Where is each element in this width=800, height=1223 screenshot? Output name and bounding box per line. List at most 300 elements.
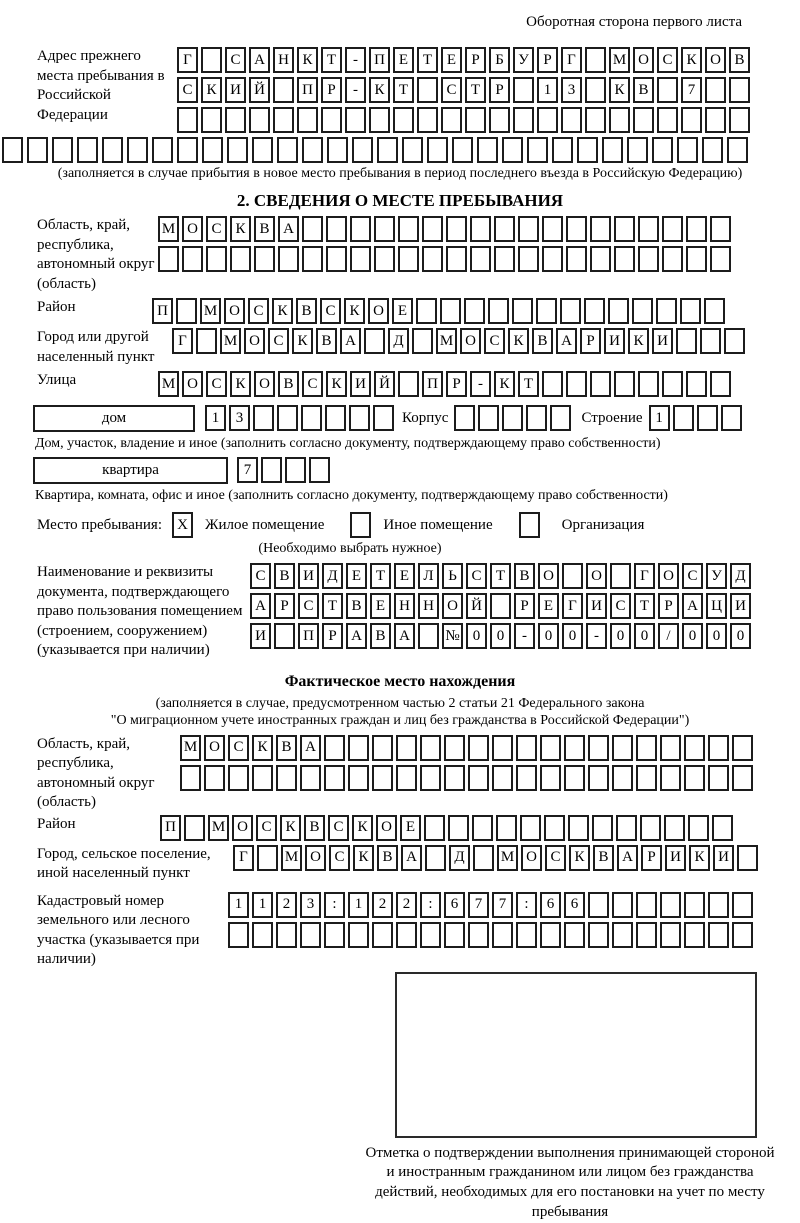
char-cell[interactable]	[478, 405, 499, 431]
char-cell[interactable]	[249, 107, 270, 133]
char-cell[interactable]: Т	[321, 47, 342, 73]
char-cell[interactable]	[2, 137, 23, 163]
char-cell[interactable]: 1	[205, 405, 226, 431]
char-cell[interactable]: 0	[490, 623, 511, 649]
char-cell[interactable]: И	[225, 77, 246, 103]
char-cell[interactable]: Е	[393, 47, 414, 73]
char-cell[interactable]: -	[586, 623, 607, 649]
char-cell[interactable]: П	[422, 371, 443, 397]
char-cell[interactable]	[352, 137, 373, 163]
char-cell[interactable]	[374, 246, 395, 272]
char-cell[interactable]: Н	[418, 593, 439, 619]
char-cell[interactable]	[302, 216, 323, 242]
char-cell[interactable]: К	[292, 328, 313, 354]
char-cell[interactable]	[300, 765, 321, 791]
char-cell[interactable]	[502, 405, 523, 431]
char-cell[interactable]: 0	[610, 623, 631, 649]
char-cell[interactable]	[697, 405, 718, 431]
char-cell[interactable]	[274, 623, 295, 649]
stay-other-premises-checkbox[interactable]	[350, 512, 371, 538]
char-cell[interactable]	[427, 137, 448, 163]
char-cell[interactable]	[732, 922, 753, 948]
char-cell[interactable]	[702, 137, 723, 163]
char-cell[interactable]	[664, 815, 685, 841]
char-cell[interactable]	[472, 815, 493, 841]
char-cell[interactable]	[588, 892, 609, 918]
char-cell[interactable]	[324, 735, 345, 761]
char-cell[interactable]	[550, 405, 571, 431]
char-cell[interactable]	[638, 216, 659, 242]
char-cell[interactable]	[396, 765, 417, 791]
char-cell[interactable]: Б	[489, 47, 510, 73]
char-cell[interactable]	[676, 328, 697, 354]
char-cell[interactable]: -	[345, 77, 366, 103]
char-cell[interactable]: А	[340, 328, 361, 354]
char-cell[interactable]: В	[514, 563, 535, 589]
char-cell[interactable]	[324, 922, 345, 948]
char-cell[interactable]: О	[586, 563, 607, 589]
char-cell[interactable]: М	[208, 815, 229, 841]
char-cell[interactable]	[686, 246, 707, 272]
char-cell[interactable]	[638, 371, 659, 397]
char-cell[interactable]	[657, 77, 678, 103]
char-cell[interactable]	[252, 137, 273, 163]
char-cell[interactable]: -	[514, 623, 535, 649]
char-cell[interactable]	[516, 922, 537, 948]
char-cell[interactable]	[684, 892, 705, 918]
char-cell[interactable]	[708, 922, 729, 948]
char-cell[interactable]	[321, 107, 342, 133]
char-cell[interactable]: 1	[228, 892, 249, 918]
char-cell[interactable]	[660, 922, 681, 948]
char-cell[interactable]	[542, 371, 563, 397]
char-cell[interactable]	[350, 512, 371, 538]
char-cell[interactable]: С	[545, 845, 566, 871]
char-cell[interactable]: Е	[538, 593, 559, 619]
char-cell[interactable]: С	[206, 216, 227, 242]
char-cell[interactable]	[372, 922, 393, 948]
char-cell[interactable]	[592, 815, 613, 841]
char-cell[interactable]	[327, 137, 348, 163]
char-cell[interactable]: С	[610, 593, 631, 619]
char-cell[interactable]	[228, 765, 249, 791]
char-cell[interactable]: О	[305, 845, 326, 871]
char-cell[interactable]	[636, 922, 657, 948]
char-cell[interactable]	[526, 405, 547, 431]
char-cell[interactable]	[564, 765, 585, 791]
char-cell[interactable]	[417, 107, 438, 133]
char-cell[interactable]	[660, 735, 681, 761]
char-cell[interactable]	[369, 107, 390, 133]
char-cell[interactable]: М	[180, 735, 201, 761]
char-cell[interactable]	[520, 815, 541, 841]
char-cell[interactable]	[518, 246, 539, 272]
char-cell[interactable]	[684, 735, 705, 761]
char-cell[interactable]: 0	[706, 623, 727, 649]
char-cell[interactable]	[444, 765, 465, 791]
char-cell[interactable]: С	[268, 328, 289, 354]
char-cell[interactable]	[273, 107, 294, 133]
char-cell[interactable]: К	[494, 371, 515, 397]
char-cell[interactable]	[684, 765, 705, 791]
char-cell[interactable]	[350, 246, 371, 272]
char-cell[interactable]: В	[729, 47, 750, 73]
char-cell[interactable]: А	[346, 623, 367, 649]
char-cell[interactable]	[712, 815, 733, 841]
char-cell[interactable]	[585, 107, 606, 133]
char-cell[interactable]	[396, 735, 417, 761]
char-cell[interactable]	[325, 405, 346, 431]
char-cell[interactable]: В	[316, 328, 337, 354]
char-cell[interactable]	[681, 107, 702, 133]
char-cell[interactable]: Г	[172, 328, 193, 354]
char-cell[interactable]	[227, 137, 248, 163]
char-cell[interactable]	[468, 765, 489, 791]
char-cell[interactable]: 0	[634, 623, 655, 649]
stay-organization-checkbox[interactable]	[519, 512, 540, 538]
char-cell[interactable]	[610, 563, 631, 589]
char-cell[interactable]: К	[628, 328, 649, 354]
char-cell[interactable]	[441, 107, 462, 133]
char-cell[interactable]	[464, 298, 485, 324]
char-cell[interactable]: В	[370, 623, 391, 649]
char-cell[interactable]	[420, 765, 441, 791]
char-cell[interactable]: С	[682, 563, 703, 589]
stay-residential-checkbox[interactable]	[172, 512, 193, 538]
char-cell[interactable]	[602, 137, 623, 163]
char-cell[interactable]: П	[369, 47, 390, 73]
char-cell[interactable]: С	[248, 298, 269, 324]
char-cell[interactable]: 6	[564, 892, 585, 918]
char-cell[interactable]: -	[470, 371, 491, 397]
char-cell[interactable]	[301, 405, 322, 431]
char-cell[interactable]: Е	[392, 298, 413, 324]
char-cell[interactable]: Р	[537, 47, 558, 73]
char-cell[interactable]	[540, 765, 561, 791]
char-cell[interactable]	[614, 216, 635, 242]
char-cell[interactable]	[152, 137, 173, 163]
char-cell[interactable]	[202, 137, 223, 163]
char-cell[interactable]	[297, 107, 318, 133]
char-cell[interactable]: И	[730, 593, 751, 619]
char-cell[interactable]	[708, 765, 729, 791]
char-cell[interactable]	[705, 107, 726, 133]
char-cell[interactable]: 2	[372, 892, 393, 918]
char-cell[interactable]	[184, 815, 205, 841]
char-cell[interactable]: 1	[252, 892, 273, 918]
char-cell[interactable]: К	[508, 328, 529, 354]
char-cell[interactable]	[688, 815, 709, 841]
char-cell[interactable]: М	[158, 216, 179, 242]
char-cell[interactable]	[588, 922, 609, 948]
char-cell[interactable]	[373, 405, 394, 431]
char-cell[interactable]: О	[368, 298, 389, 324]
char-cell[interactable]: Д	[449, 845, 470, 871]
char-cell[interactable]: С	[328, 815, 349, 841]
char-cell[interactable]	[302, 246, 323, 272]
char-cell[interactable]: К	[280, 815, 301, 841]
char-cell[interactable]	[494, 216, 515, 242]
char-cell[interactable]: 1	[537, 77, 558, 103]
char-cell[interactable]: К	[201, 77, 222, 103]
char-cell[interactable]	[704, 298, 725, 324]
char-cell[interactable]: В	[274, 563, 295, 589]
char-cell[interactable]	[518, 216, 539, 242]
char-cell[interactable]: 6	[540, 892, 561, 918]
char-cell[interactable]: О	[244, 328, 265, 354]
char-cell[interactable]	[566, 216, 587, 242]
char-cell[interactable]: П	[297, 77, 318, 103]
char-cell[interactable]: С	[298, 593, 319, 619]
char-cell[interactable]	[632, 298, 653, 324]
char-cell[interactable]: В	[633, 77, 654, 103]
char-cell[interactable]	[454, 405, 475, 431]
char-cell[interactable]: В	[377, 845, 398, 871]
char-cell[interactable]: Г	[177, 47, 198, 73]
char-cell[interactable]: Р	[580, 328, 601, 354]
char-cell[interactable]	[566, 246, 587, 272]
char-cell[interactable]	[638, 246, 659, 272]
char-cell[interactable]: Г	[233, 845, 254, 871]
char-cell[interactable]: №	[442, 623, 463, 649]
char-cell[interactable]	[180, 765, 201, 791]
char-cell[interactable]: Д	[322, 563, 343, 589]
char-cell[interactable]: Е	[394, 563, 415, 589]
char-cell[interactable]	[564, 922, 585, 948]
char-cell[interactable]: И	[652, 328, 673, 354]
char-cell[interactable]	[660, 892, 681, 918]
char-cell[interactable]: В	[532, 328, 553, 354]
char-cell[interactable]: О	[658, 563, 679, 589]
char-cell[interactable]	[201, 47, 222, 73]
char-cell[interactable]: М	[158, 371, 179, 397]
char-cell[interactable]	[422, 216, 443, 242]
char-cell[interactable]: Д	[730, 563, 751, 589]
char-cell[interactable]	[273, 77, 294, 103]
char-cell[interactable]: Н	[273, 47, 294, 73]
char-cell[interactable]	[585, 47, 606, 73]
char-cell[interactable]	[393, 107, 414, 133]
char-cell[interactable]: X	[172, 512, 193, 538]
char-cell[interactable]: К	[272, 298, 293, 324]
char-cell[interactable]	[708, 735, 729, 761]
char-cell[interactable]	[588, 735, 609, 761]
char-cell[interactable]	[127, 137, 148, 163]
char-cell[interactable]	[444, 922, 465, 948]
char-cell[interactable]: 2	[276, 892, 297, 918]
char-cell[interactable]: Т	[465, 77, 486, 103]
char-cell[interactable]	[254, 246, 275, 272]
char-cell[interactable]: О	[460, 328, 481, 354]
char-cell[interactable]: Е	[370, 593, 391, 619]
char-cell[interactable]: А	[249, 47, 270, 73]
char-cell[interactable]	[416, 298, 437, 324]
char-cell[interactable]	[536, 298, 557, 324]
char-cell[interactable]	[636, 735, 657, 761]
char-cell[interactable]: А	[394, 623, 415, 649]
char-cell[interactable]	[374, 216, 395, 242]
char-cell[interactable]	[614, 371, 635, 397]
char-cell[interactable]: О	[376, 815, 397, 841]
char-cell[interactable]	[252, 922, 273, 948]
char-cell[interactable]	[396, 922, 417, 948]
char-cell[interactable]: О	[254, 371, 275, 397]
char-cell[interactable]: К	[609, 77, 630, 103]
char-cell[interactable]: 7	[681, 77, 702, 103]
char-cell[interactable]	[627, 137, 648, 163]
char-cell[interactable]: И	[586, 593, 607, 619]
char-cell[interactable]	[253, 405, 274, 431]
char-cell[interactable]: М	[200, 298, 221, 324]
char-cell[interactable]: -	[345, 47, 366, 73]
char-cell[interactable]	[710, 216, 731, 242]
char-cell[interactable]: Т	[417, 47, 438, 73]
char-cell[interactable]: М	[436, 328, 457, 354]
char-cell[interactable]: Г	[561, 47, 582, 73]
char-cell[interactable]	[278, 246, 299, 272]
char-cell[interactable]: О	[224, 298, 245, 324]
char-cell[interactable]	[302, 137, 323, 163]
char-cell[interactable]	[377, 137, 398, 163]
char-cell[interactable]	[277, 405, 298, 431]
char-cell[interactable]: Д	[388, 328, 409, 354]
char-cell[interactable]	[614, 246, 635, 272]
char-cell[interactable]	[465, 107, 486, 133]
char-cell[interactable]: Ь	[442, 563, 463, 589]
char-cell[interactable]	[560, 298, 581, 324]
char-cell[interactable]	[470, 246, 491, 272]
char-cell[interactable]: 1	[649, 405, 670, 431]
char-cell[interactable]: М	[609, 47, 630, 73]
char-cell[interactable]	[52, 137, 73, 163]
char-cell[interactable]	[364, 328, 385, 354]
char-cell[interactable]: А	[278, 216, 299, 242]
char-cell[interactable]: 0	[466, 623, 487, 649]
char-cell[interactable]	[590, 371, 611, 397]
char-cell[interactable]	[477, 137, 498, 163]
char-cell[interactable]: А	[556, 328, 577, 354]
char-cell[interactable]	[398, 216, 419, 242]
char-cell[interactable]: Р	[446, 371, 467, 397]
char-cell[interactable]: К	[230, 216, 251, 242]
char-cell[interactable]	[417, 77, 438, 103]
char-cell[interactable]	[470, 216, 491, 242]
char-cell[interactable]: К	[344, 298, 365, 324]
char-cell[interactable]: 0	[538, 623, 559, 649]
char-cell[interactable]	[737, 845, 758, 871]
char-cell[interactable]	[729, 107, 750, 133]
char-cell[interactable]: С	[320, 298, 341, 324]
char-cell[interactable]	[300, 922, 321, 948]
char-cell[interactable]	[196, 328, 217, 354]
char-cell[interactable]: В	[296, 298, 317, 324]
char-cell[interactable]: В	[278, 371, 299, 397]
char-cell[interactable]: У	[706, 563, 727, 589]
char-cell[interactable]	[732, 765, 753, 791]
char-cell[interactable]	[612, 735, 633, 761]
char-cell[interactable]: 7	[237, 457, 258, 483]
char-cell[interactable]	[686, 216, 707, 242]
char-cell[interactable]	[496, 815, 517, 841]
char-cell[interactable]: 3	[300, 892, 321, 918]
char-cell[interactable]: С	[329, 845, 350, 871]
char-cell[interactable]: 3	[561, 77, 582, 103]
char-cell[interactable]: К	[230, 371, 251, 397]
char-cell[interactable]	[542, 216, 563, 242]
char-cell[interactable]: 0	[682, 623, 703, 649]
char-cell[interactable]	[277, 137, 298, 163]
char-cell[interactable]: Ц	[706, 593, 727, 619]
char-cell[interactable]: Т	[634, 593, 655, 619]
char-cell[interactable]: С	[441, 77, 462, 103]
char-cell[interactable]: Р	[489, 77, 510, 103]
char-cell[interactable]	[412, 328, 433, 354]
char-cell[interactable]	[424, 815, 445, 841]
char-cell[interactable]	[564, 735, 585, 761]
char-cell[interactable]: С	[228, 735, 249, 761]
char-cell[interactable]: Т	[490, 563, 511, 589]
char-cell[interactable]	[177, 107, 198, 133]
char-cell[interactable]	[468, 735, 489, 761]
char-cell[interactable]	[657, 107, 678, 133]
char-cell[interactable]	[285, 457, 306, 483]
char-cell[interactable]	[473, 845, 494, 871]
char-cell[interactable]: П	[298, 623, 319, 649]
char-cell[interactable]: В	[254, 216, 275, 242]
char-cell[interactable]: С	[225, 47, 246, 73]
char-cell[interactable]: В	[346, 593, 367, 619]
char-cell[interactable]	[309, 457, 330, 483]
char-cell[interactable]: Й	[249, 77, 270, 103]
char-cell[interactable]	[492, 922, 513, 948]
char-cell[interactable]: С	[256, 815, 277, 841]
char-cell[interactable]	[710, 371, 731, 397]
char-cell[interactable]	[228, 922, 249, 948]
char-cell[interactable]	[609, 107, 630, 133]
char-cell[interactable]: П	[160, 815, 181, 841]
char-cell[interactable]	[494, 246, 515, 272]
char-cell[interactable]	[732, 892, 753, 918]
char-cell[interactable]: И	[350, 371, 371, 397]
char-cell[interactable]	[616, 815, 637, 841]
char-cell[interactable]	[398, 371, 419, 397]
char-cell[interactable]: К	[689, 845, 710, 871]
char-cell[interactable]	[446, 216, 467, 242]
char-cell[interactable]	[700, 328, 721, 354]
char-cell[interactable]	[492, 765, 513, 791]
char-cell[interactable]	[636, 765, 657, 791]
char-cell[interactable]	[372, 765, 393, 791]
char-cell[interactable]: О	[182, 216, 203, 242]
char-cell[interactable]: А	[617, 845, 638, 871]
char-cell[interactable]	[540, 922, 561, 948]
char-cell[interactable]: Р	[641, 845, 662, 871]
char-cell[interactable]	[662, 216, 683, 242]
char-cell[interactable]: В	[593, 845, 614, 871]
char-cell[interactable]: Е	[441, 47, 462, 73]
char-cell[interactable]	[513, 77, 534, 103]
char-cell[interactable]	[257, 845, 278, 871]
char-cell[interactable]	[513, 107, 534, 133]
char-cell[interactable]: О	[232, 815, 253, 841]
char-cell[interactable]	[326, 216, 347, 242]
char-cell[interactable]	[418, 623, 439, 649]
char-cell[interactable]: А	[401, 845, 422, 871]
char-cell[interactable]: О	[633, 47, 654, 73]
char-cell[interactable]	[684, 922, 705, 948]
char-cell[interactable]: Р	[514, 593, 535, 619]
char-cell[interactable]: Р	[322, 623, 343, 649]
